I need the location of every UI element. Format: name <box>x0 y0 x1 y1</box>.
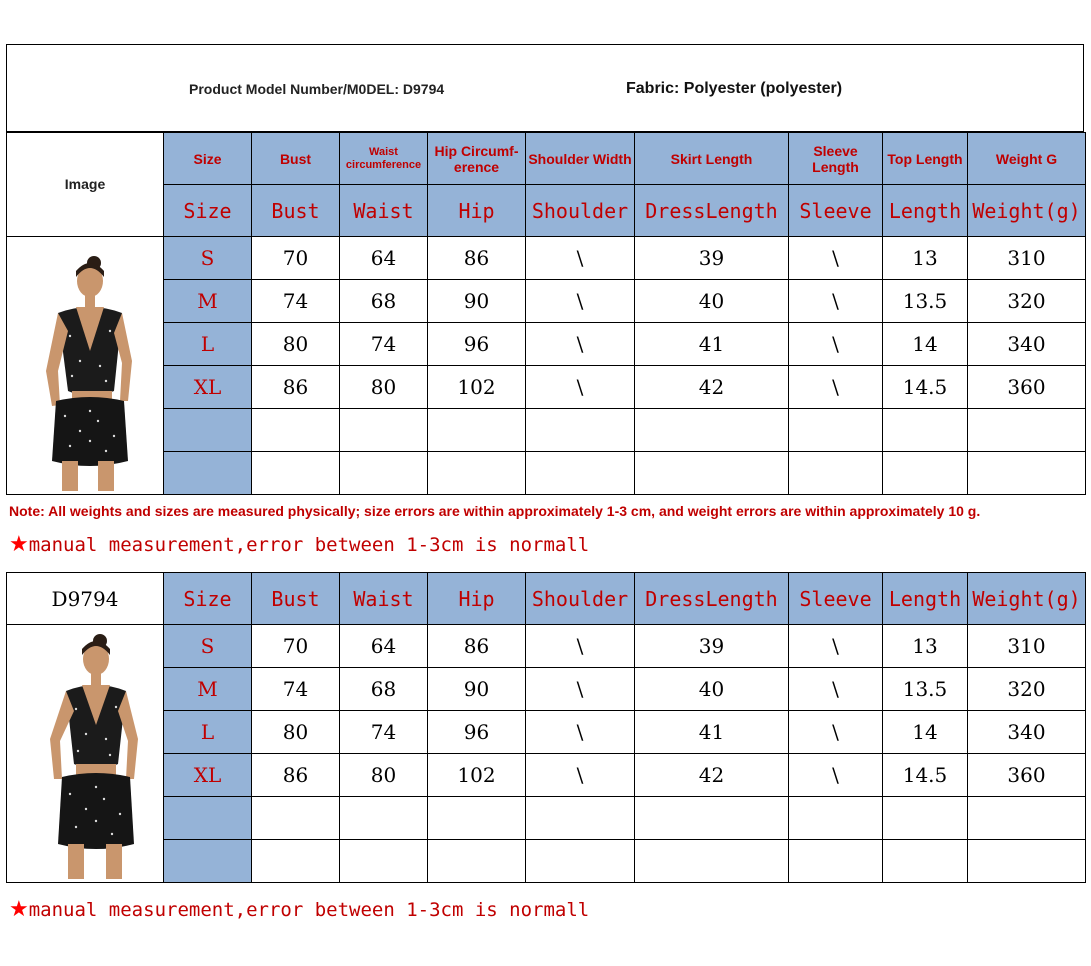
header-weight: Weight G <box>968 133 1086 185</box>
header-mono-sleeve: Sleeve <box>789 573 883 625</box>
product-image-cell <box>7 237 164 495</box>
empty-cell <box>340 452 428 495</box>
empty-cell <box>635 797 789 840</box>
bust-value: 80 <box>252 711 340 754</box>
sleeve-value: \ <box>789 366 883 409</box>
header-mono-size: Size <box>164 573 252 625</box>
image-label: Image <box>64 175 106 192</box>
model-photo-1 <box>10 241 160 491</box>
model-label: D9794 <box>51 586 119 611</box>
length-value: 13 <box>883 237 968 280</box>
dress-length-value: 42 <box>635 366 789 409</box>
size-table-2 <box>6 572 1086 883</box>
header-mono-dress-length: DressLength <box>635 185 789 237</box>
manual-note-2 <box>9 896 589 922</box>
empty-cell <box>428 452 526 495</box>
hip-value: 96 <box>428 711 526 754</box>
header-top-length: Top Length <box>883 133 968 185</box>
empty-cell <box>252 452 340 495</box>
weight-value: 310 <box>968 625 1086 668</box>
empty-cell <box>526 840 635 883</box>
manual-note-text: manual measurement,error between 1-3cm is normall <box>28 899 590 921</box>
product-image-cell <box>7 625 164 883</box>
length-value: 14.5 <box>883 754 968 797</box>
empty-cell <box>789 840 883 883</box>
measurement-note: Note: All weights and sizes are measured physically; size errors are within approximately 1-3 cm, and weight errors are within approximately 10 g. <box>9 503 981 519</box>
size-l: L <box>164 323 252 366</box>
header-bust: Bust <box>252 133 340 185</box>
hip-value: 86 <box>428 625 526 668</box>
bust-value: 74 <box>252 668 340 711</box>
shoulder-value: \ <box>526 280 635 323</box>
header-mono-hip: Hip <box>428 573 526 625</box>
empty-cell <box>428 797 526 840</box>
waist-value: 64 <box>340 237 428 280</box>
empty-cell <box>883 452 968 495</box>
weight-value: 320 <box>968 668 1086 711</box>
waist-value: 74 <box>340 711 428 754</box>
table-row <box>7 280 1086 323</box>
model-photo-2 <box>10 629 160 879</box>
empty-size-cell <box>164 797 252 840</box>
empty-cell <box>883 840 968 883</box>
header-mono-sleeve: Sleeve <box>789 185 883 237</box>
model-label-cell <box>7 573 164 625</box>
empty-cell <box>340 409 428 452</box>
header-skirt-length: Skirt Length <box>635 133 789 185</box>
weight-value: 340 <box>968 711 1086 754</box>
weight-value: 360 <box>968 754 1086 797</box>
header-mono-length: Length <box>883 573 968 625</box>
header-mono-shoulder: Shoulder <box>526 573 635 625</box>
fabric-text: Fabric: Polyester (polyester) <box>626 80 843 97</box>
table-row <box>7 323 1086 366</box>
empty-cell <box>635 409 789 452</box>
empty-cell <box>789 797 883 840</box>
header-sleeve: Sleeve Length <box>789 133 883 185</box>
table-row <box>7 237 1086 280</box>
size-m: M <box>164 280 252 323</box>
length-value: 13.5 <box>883 280 968 323</box>
empty-cell <box>252 840 340 883</box>
weight-value: 340 <box>968 323 1086 366</box>
header-mono-weight: Weight(g) <box>968 573 1086 625</box>
weight-value: 320 <box>968 280 1086 323</box>
empty-cell <box>635 452 789 495</box>
dress-length-value: 40 <box>635 668 789 711</box>
header-mono-waist: Waist <box>340 185 428 237</box>
length-value: 14 <box>883 711 968 754</box>
size-m: M <box>164 668 252 711</box>
empty-size-cell <box>164 840 252 883</box>
dress-length-value: 42 <box>635 754 789 797</box>
header-size: Size <box>164 133 252 185</box>
header-waist: Waist circumference <box>340 133 428 185</box>
bust-value: 86 <box>252 754 340 797</box>
header-mono-bust: Bust <box>252 185 340 237</box>
waist-value: 68 <box>340 280 428 323</box>
empty-cell <box>789 452 883 495</box>
sleeve-value: \ <box>789 754 883 797</box>
manual-note-text: manual measurement,error between 1-3cm is normall <box>28 534 590 556</box>
bust-value: 70 <box>252 625 340 668</box>
model-number-text: Product Model Number/M0DEL: D9794 <box>189 81 445 97</box>
size-xl: XL <box>164 754 252 797</box>
empty-cell <box>340 840 428 883</box>
size-s: S <box>164 237 252 280</box>
table-row <box>7 668 1086 711</box>
header-mono-shoulder: Shoulder <box>526 185 635 237</box>
empty-cell <box>789 409 883 452</box>
empty-row <box>7 797 1086 840</box>
empty-cell <box>526 797 635 840</box>
empty-cell <box>968 797 1086 840</box>
table-row <box>7 711 1086 754</box>
length-value: 14.5 <box>883 366 968 409</box>
weight-value: 360 <box>968 366 1086 409</box>
hip-value: 86 <box>428 237 526 280</box>
length-value: 13 <box>883 625 968 668</box>
empty-cell <box>428 409 526 452</box>
empty-cell <box>968 452 1086 495</box>
waist-value: 68 <box>340 668 428 711</box>
empty-size-cell <box>164 452 252 495</box>
header-mono-hip: Hip <box>428 185 526 237</box>
table-row <box>7 625 1086 668</box>
waist-value: 80 <box>340 754 428 797</box>
hip-value: 102 <box>428 366 526 409</box>
header-mono-bust: Bust <box>252 573 340 625</box>
header-mono-size: Size <box>164 185 252 237</box>
dress-length-value: 40 <box>635 280 789 323</box>
empty-cell <box>526 409 635 452</box>
bust-value: 74 <box>252 280 340 323</box>
header-shoulder: Shoulder Width <box>526 133 635 185</box>
star-icon: ★ <box>9 896 29 921</box>
star-icon: ★ <box>9 531 29 556</box>
hip-value: 90 <box>428 668 526 711</box>
weight-value: 310 <box>968 237 1086 280</box>
waist-value: 74 <box>340 323 428 366</box>
shoulder-value: \ <box>526 237 635 280</box>
length-value: 13.5 <box>883 668 968 711</box>
shoulder-value: \ <box>526 711 635 754</box>
header-mono-dress-length: DressLength <box>635 573 789 625</box>
size-xl: XL <box>164 366 252 409</box>
bust-value: 80 <box>252 323 340 366</box>
waist-value: 64 <box>340 625 428 668</box>
dress-length-value: 39 <box>635 625 789 668</box>
sleeve-value: \ <box>789 668 883 711</box>
hip-value: 90 <box>428 280 526 323</box>
shoulder-value: \ <box>526 668 635 711</box>
empty-cell <box>252 797 340 840</box>
size-table-1 <box>6 132 1086 495</box>
shoulder-value: \ <box>526 625 635 668</box>
size-l: L <box>164 711 252 754</box>
shoulder-value: \ <box>526 366 635 409</box>
sleeve-value: \ <box>789 711 883 754</box>
length-value: 14 <box>883 323 968 366</box>
empty-cell <box>428 840 526 883</box>
image-header-cell <box>7 133 164 237</box>
hip-value: 96 <box>428 323 526 366</box>
hip-value: 102 <box>428 754 526 797</box>
empty-cell <box>883 409 968 452</box>
shoulder-value: \ <box>526 754 635 797</box>
dress-length-value: 41 <box>635 323 789 366</box>
size-s: S <box>164 625 252 668</box>
sleeve-value: \ <box>789 237 883 280</box>
empty-cell <box>526 452 635 495</box>
dress-length-value: 39 <box>635 237 789 280</box>
waist-value: 80 <box>340 366 428 409</box>
title-box <box>6 44 1084 132</box>
empty-cell <box>968 409 1086 452</box>
header-mono-waist: Waist <box>340 573 428 625</box>
empty-row <box>7 409 1086 452</box>
header-mono-weight: Weight(g) <box>968 185 1086 237</box>
sleeve-value: \ <box>789 280 883 323</box>
dress-length-value: 41 <box>635 711 789 754</box>
table-row <box>7 366 1086 409</box>
empty-row <box>7 452 1086 495</box>
table-row <box>7 754 1086 797</box>
empty-row <box>7 840 1086 883</box>
header-mono-length: Length <box>883 185 968 237</box>
empty-cell <box>883 797 968 840</box>
header-hip: Hip Circumf- erence <box>428 133 526 185</box>
bust-value: 86 <box>252 366 340 409</box>
manual-note-1 <box>9 531 589 557</box>
empty-cell <box>968 840 1086 883</box>
bust-value: 70 <box>252 237 340 280</box>
sleeve-value: \ <box>789 625 883 668</box>
sleeve-value: \ <box>789 323 883 366</box>
empty-size-cell <box>164 409 252 452</box>
empty-cell <box>252 409 340 452</box>
empty-cell <box>340 797 428 840</box>
shoulder-value: \ <box>526 323 635 366</box>
empty-cell <box>635 840 789 883</box>
